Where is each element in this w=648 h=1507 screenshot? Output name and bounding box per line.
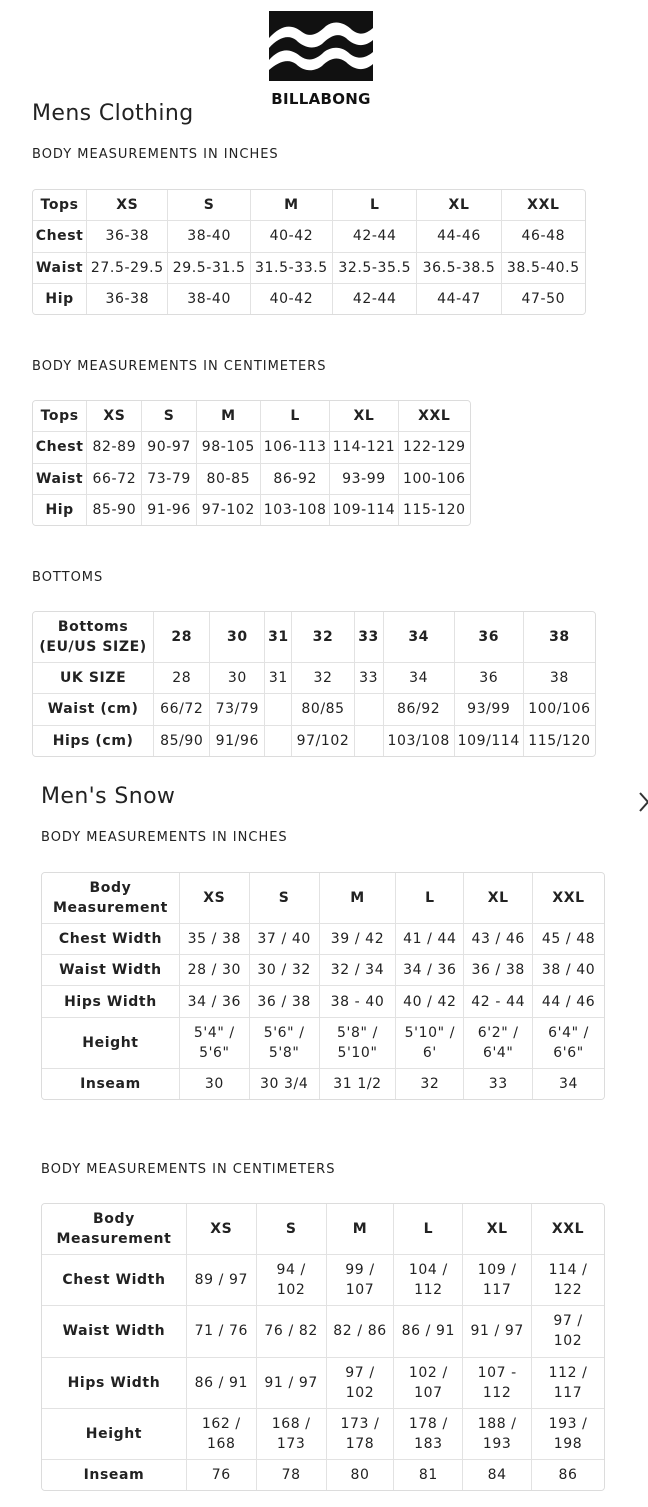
- column-header: Tops: [33, 190, 87, 221]
- table-cell: 42 - 44: [464, 986, 533, 1017]
- table-cell: 91 / 97: [463, 1306, 532, 1357]
- table-cell: 80-85: [196, 463, 260, 494]
- table-cell: 31 1/2: [319, 1068, 396, 1099]
- row-header: Hips (cm): [33, 725, 154, 756]
- table-cell: 104 / 112: [394, 1255, 463, 1306]
- table-cell: 44-46: [417, 221, 501, 252]
- table-cell: 32: [292, 662, 354, 693]
- table-cell: 31.5-33.5: [250, 252, 332, 283]
- table-cell: 112 / 117: [532, 1357, 605, 1408]
- row-header: Inseam: [42, 1068, 180, 1099]
- bottoms-header-row: [33, 612, 596, 663]
- table-cell: 82 / 86: [326, 1306, 394, 1357]
- table-cell: 115/120: [523, 725, 595, 756]
- table-cell: 100/106: [523, 694, 595, 725]
- table-row: [33, 725, 596, 756]
- column-header: Body Measurement: [42, 873, 180, 924]
- table-cell: 81: [394, 1459, 463, 1490]
- table-cell: 6'4" / 6'6": [533, 1017, 605, 1068]
- row-header: Hips Width: [42, 986, 180, 1017]
- row-header: UK SIZE: [33, 662, 154, 693]
- table-cell: 107 - 112: [463, 1357, 532, 1408]
- table-cell: 45 / 48: [533, 923, 605, 954]
- table-cell: 39 / 42: [319, 923, 396, 954]
- table-cell: 84: [463, 1459, 532, 1490]
- column-header: 34: [383, 612, 454, 663]
- column-header: M: [326, 1204, 394, 1255]
- column-header: XS: [186, 1204, 256, 1255]
- chevron-right-icon[interactable]: [637, 790, 648, 814]
- table-row: [42, 955, 605, 986]
- column-header: XL: [417, 190, 501, 221]
- table-cell: [265, 694, 292, 725]
- table-row: [33, 252, 586, 283]
- table-row: [33, 432, 471, 463]
- column-header: S: [256, 1204, 326, 1255]
- snow-cm-header-row: [42, 1204, 605, 1255]
- table-cell: 28 / 30: [179, 955, 249, 986]
- table-cell: 98-105: [196, 432, 260, 463]
- row-header: Hip: [33, 283, 87, 314]
- row-header: Height: [42, 1408, 187, 1459]
- table-cell: 82-89: [87, 432, 142, 463]
- table-row: [42, 1408, 605, 1459]
- table-cell: 93/99: [454, 694, 523, 725]
- table-cell: 36-38: [87, 221, 168, 252]
- table-cell: 30 3/4: [249, 1068, 319, 1099]
- table-cell: 100-106: [398, 463, 470, 494]
- table-row: [42, 1017, 605, 1068]
- table-cell: 66-72: [87, 463, 142, 494]
- row-header: Chest Width: [42, 1255, 187, 1306]
- column-header: 38: [523, 612, 595, 663]
- row-header: Chest: [33, 432, 87, 463]
- table-cell: 34: [383, 662, 454, 693]
- heading-clothing-inches: BODY MEASUREMENTS IN INCHES: [32, 147, 279, 162]
- table-cell: 114 / 122: [532, 1255, 605, 1306]
- table-cell: 32.5-35.5: [333, 252, 417, 283]
- table-cell: 122-129: [398, 432, 470, 463]
- column-header: XXL: [533, 873, 605, 924]
- table-cell: 97-102: [196, 494, 260, 525]
- table-cell: 36: [454, 662, 523, 693]
- brand-name: BILLABONG: [271, 90, 371, 108]
- row-header: Waist (cm): [33, 694, 154, 725]
- column-header: M: [319, 873, 396, 924]
- clothing-inches-header-row: [33, 190, 586, 221]
- table-cell: 6'2" / 6'4": [464, 1017, 533, 1068]
- snow-inches-header-row: [42, 873, 605, 924]
- table-cell: 93-99: [330, 463, 398, 494]
- table-cell: 44 / 46: [533, 986, 605, 1017]
- table-cell: 109 / 117: [463, 1255, 532, 1306]
- table-cell: 34 / 36: [396, 955, 464, 986]
- column-header: XXL: [398, 401, 470, 432]
- table-cell: 43 / 46: [464, 923, 533, 954]
- table-row: [33, 694, 596, 725]
- row-header: Waist Width: [42, 955, 180, 986]
- table-cell: [354, 694, 383, 725]
- table-cell: 103-108: [261, 494, 330, 525]
- table-cell: 173 / 178: [326, 1408, 394, 1459]
- table-cell: 97/102: [292, 725, 354, 756]
- table-cell: 115-120: [398, 494, 470, 525]
- table-cell: 86 / 91: [186, 1357, 256, 1408]
- section-title-mens-snow: Men's Snow: [41, 784, 176, 809]
- table-cell: 71 / 76: [186, 1306, 256, 1357]
- table-cell: 35 / 38: [179, 923, 249, 954]
- table-cell: [354, 725, 383, 756]
- row-header: Height: [42, 1017, 180, 1068]
- table-row: [42, 1306, 605, 1357]
- table-cell: 38 - 40: [319, 986, 396, 1017]
- table-cell: 188 / 193: [463, 1408, 532, 1459]
- column-header: XL: [463, 1204, 532, 1255]
- table-cell: 91/96: [210, 725, 265, 756]
- table-cell: 40-42: [250, 221, 332, 252]
- table-cell: 97 / 102: [532, 1306, 605, 1357]
- table-row: [42, 1357, 605, 1408]
- table-cell: 102 / 107: [394, 1357, 463, 1408]
- table-cell: 44-47: [417, 283, 501, 314]
- row-header: Waist: [33, 252, 87, 283]
- column-header: 36: [454, 612, 523, 663]
- table-cell: 28: [154, 662, 210, 693]
- table-row: [42, 923, 605, 954]
- table-cell: 78: [256, 1459, 326, 1490]
- table-cell: 36 / 38: [249, 986, 319, 1017]
- row-header: Hips Width: [42, 1357, 187, 1408]
- table-row: [33, 463, 471, 494]
- column-header: M: [250, 190, 332, 221]
- column-header: XS: [87, 190, 168, 221]
- table-clothing-inches: [32, 189, 586, 315]
- table-cell: 193 / 198: [532, 1408, 605, 1459]
- table-cell: [265, 725, 292, 756]
- table-cell: 76 / 82: [256, 1306, 326, 1357]
- table-clothing-centimeters: [32, 400, 471, 526]
- table-snow-centimeters: [41, 1203, 605, 1491]
- column-header: Tops: [33, 401, 87, 432]
- table-cell: 86-92: [261, 463, 330, 494]
- row-header: Hip: [33, 494, 87, 525]
- table-row: [42, 1459, 605, 1490]
- table-row: [33, 494, 471, 525]
- table-cell: 86 / 91: [394, 1306, 463, 1357]
- table-cell: 41 / 44: [396, 923, 464, 954]
- table-cell: 40-42: [250, 283, 332, 314]
- table-cell: 29.5-31.5: [168, 252, 250, 283]
- table-cell: 27.5-29.5: [87, 252, 168, 283]
- table-cell: 38 / 40: [533, 955, 605, 986]
- table-cell: 32 / 34: [319, 955, 396, 986]
- column-header: Bottoms (EU/US SIZE): [33, 612, 154, 663]
- row-header: Waist Width: [42, 1306, 187, 1357]
- column-header: 33: [354, 612, 383, 663]
- table-cell: 106-113: [261, 432, 330, 463]
- table-bottoms: [32, 611, 596, 757]
- table-cell: 80: [326, 1459, 394, 1490]
- table-cell: 37 / 40: [249, 923, 319, 954]
- column-header: 32: [292, 612, 354, 663]
- column-header: L: [261, 401, 330, 432]
- table-cell: 34 / 36: [179, 986, 249, 1017]
- table-cell: 86/92: [383, 694, 454, 725]
- table-cell: 36-38: [87, 283, 168, 314]
- table-cell: 90-97: [142, 432, 196, 463]
- table-cell: 85/90: [154, 725, 210, 756]
- table-row: [33, 221, 586, 252]
- column-header: 30: [210, 612, 265, 663]
- table-cell: 109-114: [330, 494, 398, 525]
- table-cell: 178 / 183: [394, 1408, 463, 1459]
- column-header: XXL: [532, 1204, 605, 1255]
- column-header: XL: [330, 401, 398, 432]
- column-header: S: [249, 873, 319, 924]
- table-cell: 89 / 97: [186, 1255, 256, 1306]
- table-cell: 114-121: [330, 432, 398, 463]
- table-cell: 38-40: [168, 221, 250, 252]
- table-cell: 76: [186, 1459, 256, 1490]
- table-cell: 30: [179, 1068, 249, 1099]
- row-header: Waist: [33, 463, 87, 494]
- table-cell: 103/108: [383, 725, 454, 756]
- table-cell: 38: [523, 662, 595, 693]
- table-cell: 42-44: [333, 221, 417, 252]
- column-header: S: [142, 401, 196, 432]
- table-cell: 46-48: [501, 221, 585, 252]
- table-cell: 42-44: [333, 283, 417, 314]
- table-cell: 73/79: [210, 694, 265, 725]
- table-cell: 33: [354, 662, 383, 693]
- table-cell: 32: [396, 1068, 464, 1099]
- column-header: XS: [87, 401, 142, 432]
- table-cell: 5'8" / 5'10": [319, 1017, 396, 1068]
- table-cell: 73-79: [142, 463, 196, 494]
- column-header: XXL: [501, 190, 585, 221]
- table-cell: 80/85: [292, 694, 354, 725]
- table-cell: 168 / 173: [256, 1408, 326, 1459]
- table-cell: 33: [464, 1068, 533, 1099]
- column-header: L: [394, 1204, 463, 1255]
- table-cell: 5'6" / 5'8": [249, 1017, 319, 1068]
- table-cell: 162 / 168: [186, 1408, 256, 1459]
- heading-clothing-centimeters: BODY MEASUREMENTS IN CENTIMETERS: [32, 359, 327, 374]
- table-cell: 31: [265, 662, 292, 693]
- table-cell: 30 / 32: [249, 955, 319, 986]
- heading-snow-inches: BODY MEASUREMENTS IN INCHES: [41, 830, 288, 845]
- column-header: M: [196, 401, 260, 432]
- table-cell: 38.5-40.5: [501, 252, 585, 283]
- table-cell: 36.5-38.5: [417, 252, 501, 283]
- table-cell: 30: [210, 662, 265, 693]
- row-header: Chest Width: [42, 923, 180, 954]
- column-header: L: [333, 190, 417, 221]
- table-row: [33, 662, 596, 693]
- table-cell: 36 / 38: [464, 955, 533, 986]
- clothing-cm-header-row: [33, 401, 471, 432]
- table-cell: 5'10" / 6': [396, 1017, 464, 1068]
- billabong-logo: [268, 10, 374, 110]
- table-cell: 66/72: [154, 694, 210, 725]
- column-header: L: [396, 873, 464, 924]
- column-header: XS: [179, 873, 249, 924]
- table-row: [42, 986, 605, 1017]
- table-snow-inches: [41, 872, 605, 1100]
- table-cell: 38-40: [168, 283, 250, 314]
- row-header: Chest: [33, 221, 87, 252]
- table-cell: 94 / 102: [256, 1255, 326, 1306]
- table-cell: 99 / 107: [326, 1255, 394, 1306]
- table-cell: 97 / 102: [326, 1357, 394, 1408]
- table-row: [33, 283, 586, 314]
- column-header: XL: [464, 873, 533, 924]
- section-title-mens-clothing: Mens Clothing: [32, 101, 194, 126]
- heading-bottoms: BOTTOMS: [32, 570, 104, 585]
- table-cell: 5'4" / 5'6": [179, 1017, 249, 1068]
- billabong-wave-icon: [268, 10, 374, 90]
- table-row: [42, 1255, 605, 1306]
- table-cell: 86: [532, 1459, 605, 1490]
- table-cell: 47-50: [501, 283, 585, 314]
- column-header: S: [168, 190, 250, 221]
- table-row: [42, 1068, 605, 1099]
- table-cell: 91 / 97: [256, 1357, 326, 1408]
- column-header: 28: [154, 612, 210, 663]
- heading-snow-centimeters: BODY MEASUREMENTS IN CENTIMETERS: [41, 1162, 336, 1177]
- table-cell: 40 / 42: [396, 986, 464, 1017]
- table-cell: 34: [533, 1068, 605, 1099]
- column-header: Body Measurement: [42, 1204, 187, 1255]
- table-cell: 91-96: [142, 494, 196, 525]
- row-header: Inseam: [42, 1459, 187, 1490]
- table-cell: 85-90: [87, 494, 142, 525]
- column-header: 31: [265, 612, 292, 663]
- table-cell: 109/114: [454, 725, 523, 756]
